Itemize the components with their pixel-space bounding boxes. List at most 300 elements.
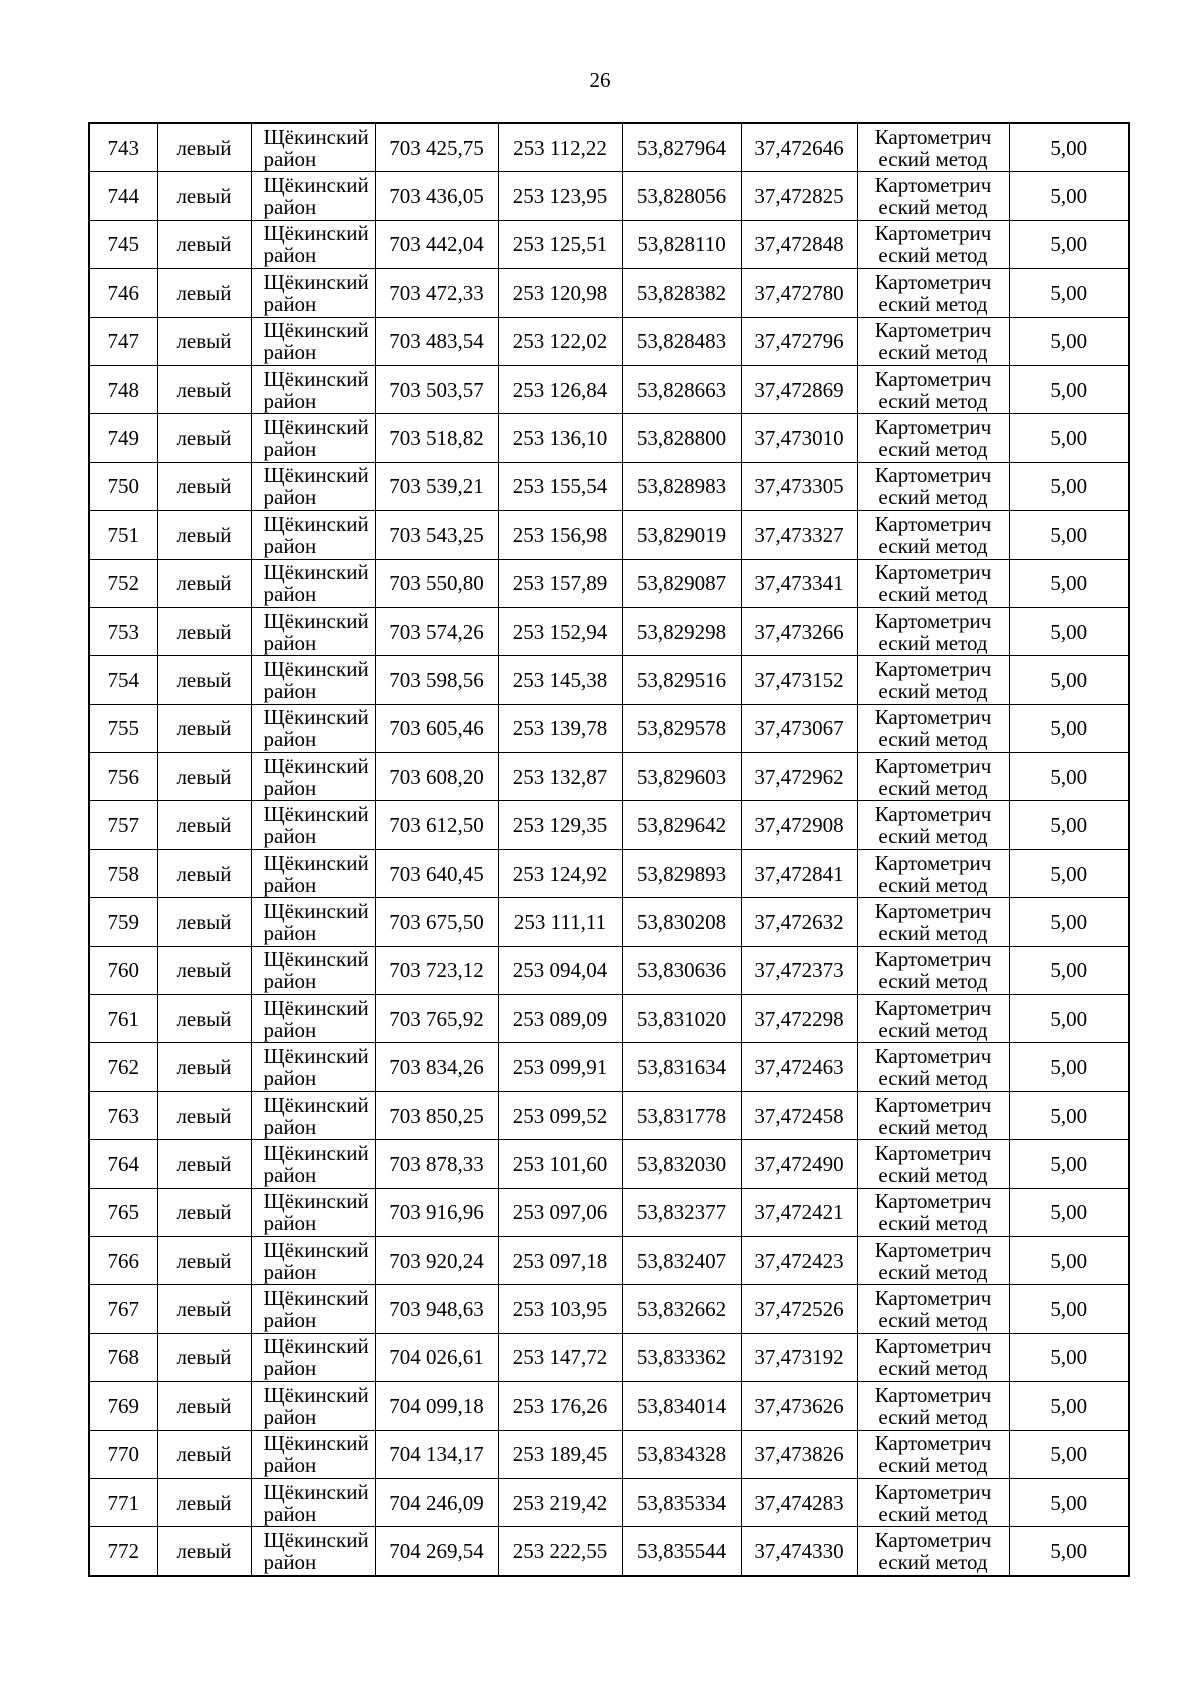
cell-point-number: 743 (89, 123, 157, 172)
cell-accuracy: 5,00 (1009, 1430, 1129, 1478)
cell-latitude: 53,829578 (622, 704, 741, 752)
cell-coord-x: 703 483,54 (375, 317, 498, 365)
cell-method: Картометрич еский метод (857, 704, 1009, 752)
cell-district: Щёкинский район (251, 607, 375, 655)
cell-method: Картометрич еский метод (857, 849, 1009, 897)
cell-district: Щёкинский район (251, 1091, 375, 1139)
cell-coord-y: 253 122,02 (498, 317, 622, 365)
cell-longitude: 37,472298 (741, 995, 857, 1043)
table-row (89, 1285, 1129, 1333)
cell-longitude: 37,473327 (741, 511, 857, 559)
cell-district: Щёкинский район (251, 220, 375, 268)
cell-longitude: 37,472632 (741, 898, 857, 946)
cell-district: Щёкинский район (251, 1043, 375, 1091)
cell-point-number: 748 (89, 365, 157, 413)
table-row (89, 511, 1129, 559)
cell-bank-side: левый (157, 801, 251, 849)
cell-method: Картометрич еский метод (857, 172, 1009, 220)
cell-latitude: 53,829642 (622, 801, 741, 849)
cell-district: Щёкинский район (251, 753, 375, 801)
cell-longitude: 37,472373 (741, 946, 857, 994)
cell-district: Щёкинский район (251, 704, 375, 752)
cell-method: Картометрич еский метод (857, 1478, 1009, 1526)
cell-method: Картометрич еский метод (857, 801, 1009, 849)
cell-coord-y: 253 147,72 (498, 1333, 622, 1381)
cell-accuracy: 5,00 (1009, 1140, 1129, 1188)
cell-longitude: 37,472526 (741, 1285, 857, 1333)
cell-longitude: 37,473010 (741, 414, 857, 462)
cell-bank-side: левый (157, 1478, 251, 1526)
cell-coord-y: 253 222,55 (498, 1527, 622, 1576)
cell-accuracy: 5,00 (1009, 656, 1129, 704)
cell-coord-y: 253 132,87 (498, 753, 622, 801)
cell-coord-y: 253 094,04 (498, 946, 622, 994)
cell-coord-y: 253 120,98 (498, 269, 622, 317)
cell-point-number: 757 (89, 801, 157, 849)
cell-accuracy: 5,00 (1009, 607, 1129, 655)
cell-accuracy: 5,00 (1009, 317, 1129, 365)
table-row (89, 995, 1129, 1043)
cell-bank-side: левый (157, 172, 251, 220)
cell-accuracy: 5,00 (1009, 753, 1129, 801)
table-row (89, 898, 1129, 946)
cell-coord-x: 703 675,50 (375, 898, 498, 946)
cell-coord-x: 703 608,20 (375, 753, 498, 801)
table-row (89, 1043, 1129, 1091)
cell-coord-x: 703 574,26 (375, 607, 498, 655)
cell-coord-x: 704 099,18 (375, 1382, 498, 1430)
table-row (89, 365, 1129, 413)
coordinates-table (88, 122, 1130, 1577)
cell-latitude: 53,833362 (622, 1333, 741, 1381)
cell-bank-side: левый (157, 946, 251, 994)
cell-point-number: 758 (89, 849, 157, 897)
cell-longitude: 37,472962 (741, 753, 857, 801)
cell-district: Щёкинский район (251, 462, 375, 510)
cell-point-number: 762 (89, 1043, 157, 1091)
table-row (89, 1236, 1129, 1284)
cell-accuracy: 5,00 (1009, 946, 1129, 994)
table-row (89, 1188, 1129, 1236)
cell-accuracy: 5,00 (1009, 462, 1129, 510)
cell-point-number: 771 (89, 1478, 157, 1526)
cell-coord-y: 253 112,22 (498, 123, 622, 172)
cell-coord-y: 253 156,98 (498, 511, 622, 559)
cell-point-number: 768 (89, 1333, 157, 1381)
cell-district: Щёкинский район (251, 1333, 375, 1381)
cell-bank-side: левый (157, 1527, 251, 1576)
cell-latitude: 53,831020 (622, 995, 741, 1043)
cell-point-number: 754 (89, 656, 157, 704)
table-row (89, 801, 1129, 849)
cell-bank-side: левый (157, 1333, 251, 1381)
cell-method: Картометрич еский метод (857, 414, 1009, 462)
table-row (89, 1333, 1129, 1381)
cell-bank-side: левый (157, 462, 251, 510)
cell-point-number: 753 (89, 607, 157, 655)
cell-district: Щёкинский район (251, 1430, 375, 1478)
cell-accuracy: 5,00 (1009, 220, 1129, 268)
cell-coord-x: 703 425,75 (375, 123, 498, 172)
cell-district: Щёкинский район (251, 1478, 375, 1526)
cell-bank-side: левый (157, 753, 251, 801)
cell-longitude: 37,472841 (741, 849, 857, 897)
table-row (89, 269, 1129, 317)
cell-point-number: 750 (89, 462, 157, 510)
cell-coord-y: 253 099,91 (498, 1043, 622, 1091)
cell-coord-x: 703 518,82 (375, 414, 498, 462)
cell-accuracy: 5,00 (1009, 511, 1129, 559)
cell-longitude: 37,473341 (741, 559, 857, 607)
cell-coord-y: 253 136,10 (498, 414, 622, 462)
cell-point-number: 751 (89, 511, 157, 559)
cell-point-number: 761 (89, 995, 157, 1043)
table-row (89, 1430, 1129, 1478)
table-row (89, 1140, 1129, 1188)
cell-bank-side: левый (157, 123, 251, 172)
cell-longitude: 37,472423 (741, 1236, 857, 1284)
cell-point-number: 744 (89, 172, 157, 220)
cell-accuracy: 5,00 (1009, 1527, 1129, 1576)
table-row (89, 462, 1129, 510)
cell-coord-y: 253 126,84 (498, 365, 622, 413)
cell-accuracy: 5,00 (1009, 1478, 1129, 1526)
cell-coord-y: 253 123,95 (498, 172, 622, 220)
cell-accuracy: 5,00 (1009, 1333, 1129, 1381)
cell-point-number: 745 (89, 220, 157, 268)
cell-accuracy: 5,00 (1009, 172, 1129, 220)
cell-latitude: 53,828483 (622, 317, 741, 365)
cell-coord-x: 703 948,63 (375, 1285, 498, 1333)
cell-coord-y: 253 097,06 (498, 1188, 622, 1236)
cell-coord-y: 253 124,92 (498, 849, 622, 897)
cell-method: Картометрич еский метод (857, 1285, 1009, 1333)
cell-method: Картометрич еский метод (857, 1140, 1009, 1188)
cell-accuracy: 5,00 (1009, 1091, 1129, 1139)
cell-accuracy: 5,00 (1009, 123, 1129, 172)
cell-coord-x: 703 605,46 (375, 704, 498, 752)
cell-point-number: 769 (89, 1382, 157, 1430)
cell-coord-x: 704 026,61 (375, 1333, 498, 1381)
cell-method: Картометрич еский метод (857, 317, 1009, 365)
cell-bank-side: левый (157, 1285, 251, 1333)
cell-latitude: 53,828800 (622, 414, 741, 462)
cell-coord-y: 253 145,38 (498, 656, 622, 704)
cell-method: Картометрич еский метод (857, 559, 1009, 607)
cell-longitude: 37,473626 (741, 1382, 857, 1430)
cell-method: Картометрич еский метод (857, 1382, 1009, 1430)
cell-coord-y: 253 176,26 (498, 1382, 622, 1430)
table-row (89, 1091, 1129, 1139)
cell-district: Щёкинский район (251, 414, 375, 462)
cell-coord-x: 703 916,96 (375, 1188, 498, 1236)
cell-district: Щёкинский район (251, 1188, 375, 1236)
cell-point-number: 749 (89, 414, 157, 462)
cell-coord-y: 253 157,89 (498, 559, 622, 607)
cell-latitude: 53,835544 (622, 1527, 741, 1576)
cell-coord-x: 703 543,25 (375, 511, 498, 559)
table-row (89, 414, 1129, 462)
cell-longitude: 37,472646 (741, 123, 857, 172)
cell-point-number: 763 (89, 1091, 157, 1139)
cell-point-number: 766 (89, 1236, 157, 1284)
cell-longitude: 37,472421 (741, 1188, 857, 1236)
cell-district: Щёкинский район (251, 269, 375, 317)
table-row (89, 1527, 1129, 1576)
cell-district: Щёкинский район (251, 123, 375, 172)
cell-accuracy: 5,00 (1009, 704, 1129, 752)
cell-coord-x: 704 134,17 (375, 1430, 498, 1478)
cell-latitude: 53,834328 (622, 1430, 741, 1478)
cell-method: Картометрич еский метод (857, 1527, 1009, 1576)
cell-district: Щёкинский район (251, 365, 375, 413)
cell-latitude: 53,832377 (622, 1188, 741, 1236)
cell-bank-side: левый (157, 220, 251, 268)
table-row (89, 172, 1129, 220)
cell-bank-side: левый (157, 414, 251, 462)
cell-bank-side: левый (157, 898, 251, 946)
cell-bank-side: левый (157, 1140, 251, 1188)
cell-method: Картометрич еский метод (857, 269, 1009, 317)
cell-coord-y: 253 129,35 (498, 801, 622, 849)
cell-latitude: 53,830208 (622, 898, 741, 946)
cell-longitude: 37,473067 (741, 704, 857, 752)
cell-accuracy: 5,00 (1009, 1188, 1129, 1236)
cell-bank-side: левый (157, 1430, 251, 1478)
cell-coord-x: 703 442,04 (375, 220, 498, 268)
cell-accuracy: 5,00 (1009, 898, 1129, 946)
cell-district: Щёкинский район (251, 1236, 375, 1284)
cell-accuracy: 5,00 (1009, 995, 1129, 1043)
cell-coord-x: 703 920,24 (375, 1236, 498, 1284)
table-row (89, 123, 1129, 172)
cell-latitude: 53,829603 (622, 753, 741, 801)
cell-point-number: 756 (89, 753, 157, 801)
cell-point-number: 772 (89, 1527, 157, 1576)
cell-longitude: 37,473826 (741, 1430, 857, 1478)
cell-coord-y: 253 101,60 (498, 1140, 622, 1188)
cell-accuracy: 5,00 (1009, 849, 1129, 897)
cell-method: Картометрич еский метод (857, 607, 1009, 655)
cell-coord-y: 253 219,42 (498, 1478, 622, 1526)
cell-district: Щёкинский район (251, 511, 375, 559)
cell-bank-side: левый (157, 1382, 251, 1430)
cell-longitude: 37,472796 (741, 317, 857, 365)
cell-method: Картометрич еский метод (857, 1043, 1009, 1091)
table-row (89, 317, 1129, 365)
cell-latitude: 53,829087 (622, 559, 741, 607)
cell-bank-side: левый (157, 849, 251, 897)
cell-method: Картометрич еский метод (857, 365, 1009, 413)
cell-latitude: 53,828056 (622, 172, 741, 220)
cell-bank-side: левый (157, 995, 251, 1043)
cell-coord-x: 703 436,05 (375, 172, 498, 220)
cell-longitude: 37,472825 (741, 172, 857, 220)
cell-latitude: 53,831634 (622, 1043, 741, 1091)
cell-point-number: 759 (89, 898, 157, 946)
cell-coord-x: 703 612,50 (375, 801, 498, 849)
cell-longitude: 37,473152 (741, 656, 857, 704)
cell-bank-side: левый (157, 704, 251, 752)
cell-longitude: 37,473266 (741, 607, 857, 655)
cell-district: Щёкинский район (251, 1140, 375, 1188)
cell-method: Картометрич еский метод (857, 511, 1009, 559)
cell-method: Картометрич еский метод (857, 946, 1009, 994)
cell-latitude: 53,828110 (622, 220, 741, 268)
cell-coord-y: 253 125,51 (498, 220, 622, 268)
cell-latitude: 53,828983 (622, 462, 741, 510)
table-row (89, 1478, 1129, 1526)
cell-district: Щёкинский район (251, 1382, 375, 1430)
cell-district: Щёкинский район (251, 1285, 375, 1333)
cell-district: Щёкинский район (251, 559, 375, 607)
cell-coord-y: 253 155,54 (498, 462, 622, 510)
cell-longitude: 37,472869 (741, 365, 857, 413)
cell-coord-x: 703 723,12 (375, 946, 498, 994)
cell-accuracy: 5,00 (1009, 1043, 1129, 1091)
cell-coord-y: 253 189,45 (498, 1430, 622, 1478)
cell-latitude: 53,835334 (622, 1478, 741, 1526)
cell-longitude: 37,472780 (741, 269, 857, 317)
table-row (89, 704, 1129, 752)
cell-method: Картометрич еский метод (857, 1091, 1009, 1139)
cell-point-number: 746 (89, 269, 157, 317)
cell-bank-side: левый (157, 511, 251, 559)
cell-method: Картометрич еский метод (857, 1188, 1009, 1236)
cell-latitude: 53,832662 (622, 1285, 741, 1333)
cell-district: Щёкинский район (251, 995, 375, 1043)
cell-latitude: 53,830636 (622, 946, 741, 994)
cell-coord-x: 703 503,57 (375, 365, 498, 413)
cell-point-number: 770 (89, 1430, 157, 1478)
cell-coord-x: 703 850,25 (375, 1091, 498, 1139)
cell-point-number: 752 (89, 559, 157, 607)
cell-district: Щёкинский район (251, 317, 375, 365)
cell-bank-side: левый (157, 1091, 251, 1139)
cell-bank-side: левый (157, 1188, 251, 1236)
cell-method: Картометрич еский метод (857, 1236, 1009, 1284)
cell-bank-side: левый (157, 269, 251, 317)
cell-district: Щёкинский район (251, 1527, 375, 1576)
cell-coord-x: 703 640,45 (375, 849, 498, 897)
cell-point-number: 755 (89, 704, 157, 752)
cell-latitude: 53,829298 (622, 607, 741, 655)
cell-coord-y: 253 099,52 (498, 1091, 622, 1139)
cell-method: Картометрич еский метод (857, 1333, 1009, 1381)
cell-accuracy: 5,00 (1009, 559, 1129, 607)
cell-latitude: 53,829019 (622, 511, 741, 559)
cell-coord-y: 253 152,94 (498, 607, 622, 655)
cell-latitude: 53,828663 (622, 365, 741, 413)
cell-coord-x: 703 539,21 (375, 462, 498, 510)
cell-method: Картометрич еский метод (857, 462, 1009, 510)
cell-method: Картометрич еский метод (857, 898, 1009, 946)
table-row (89, 946, 1129, 994)
cell-point-number: 765 (89, 1188, 157, 1236)
cell-bank-side: левый (157, 1236, 251, 1284)
cell-longitude: 37,472848 (741, 220, 857, 268)
cell-accuracy: 5,00 (1009, 801, 1129, 849)
cell-longitude: 37,474283 (741, 1478, 857, 1526)
cell-district: Щёкинский район (251, 898, 375, 946)
cell-district: Щёкинский район (251, 849, 375, 897)
cell-district: Щёкинский район (251, 172, 375, 220)
table-row (89, 1382, 1129, 1430)
cell-latitude: 53,828382 (622, 269, 741, 317)
table-row (89, 753, 1129, 801)
cell-method: Картометрич еский метод (857, 995, 1009, 1043)
cell-district: Щёкинский район (251, 801, 375, 849)
cell-latitude: 53,834014 (622, 1382, 741, 1430)
cell-longitude: 37,473192 (741, 1333, 857, 1381)
cell-bank-side: левый (157, 317, 251, 365)
table-row (89, 559, 1129, 607)
cell-longitude: 37,472908 (741, 801, 857, 849)
cell-longitude: 37,474330 (741, 1527, 857, 1576)
cell-longitude: 37,472458 (741, 1091, 857, 1139)
cell-method: Картометрич еский метод (857, 1430, 1009, 1478)
cell-coord-x: 704 246,09 (375, 1478, 498, 1526)
cell-latitude: 53,832030 (622, 1140, 741, 1188)
cell-point-number: 767 (89, 1285, 157, 1333)
cell-coord-y: 253 139,78 (498, 704, 622, 752)
cell-bank-side: левый (157, 656, 251, 704)
cell-method: Картометрич еский метод (857, 753, 1009, 801)
cell-accuracy: 5,00 (1009, 1285, 1129, 1333)
cell-coord-x: 703 765,92 (375, 995, 498, 1043)
cell-coord-x: 703 598,56 (375, 656, 498, 704)
cell-coord-y: 253 103,95 (498, 1285, 622, 1333)
cell-coord-x: 703 834,26 (375, 1043, 498, 1091)
table-row (89, 656, 1129, 704)
cell-accuracy: 5,00 (1009, 414, 1129, 462)
cell-accuracy: 5,00 (1009, 1236, 1129, 1284)
cell-latitude: 53,832407 (622, 1236, 741, 1284)
cell-coord-y: 253 097,18 (498, 1236, 622, 1284)
cell-latitude: 53,827964 (622, 123, 741, 172)
cell-method: Картометрич еский метод (857, 220, 1009, 268)
cell-coord-y: 253 089,09 (498, 995, 622, 1043)
cell-method: Картометрич еский метод (857, 656, 1009, 704)
cell-method: Картометрич еский метод (857, 123, 1009, 172)
table-body (89, 123, 1129, 1576)
cell-longitude: 37,473305 (741, 462, 857, 510)
cell-bank-side: левый (157, 559, 251, 607)
table-row (89, 607, 1129, 655)
cell-coord-x: 703 878,33 (375, 1140, 498, 1188)
table-row (89, 220, 1129, 268)
table-row (89, 849, 1129, 897)
page-number: 26 (589, 68, 611, 92)
cell-bank-side: левый (157, 365, 251, 413)
cell-coord-x: 703 472,33 (375, 269, 498, 317)
cell-longitude: 37,472490 (741, 1140, 857, 1188)
cell-point-number: 764 (89, 1140, 157, 1188)
cell-accuracy: 5,00 (1009, 365, 1129, 413)
cell-latitude: 53,829893 (622, 849, 741, 897)
cell-longitude: 37,472463 (741, 1043, 857, 1091)
cell-accuracy: 5,00 (1009, 269, 1129, 317)
cell-bank-side: левый (157, 1043, 251, 1091)
cell-coord-x: 703 550,80 (375, 559, 498, 607)
cell-point-number: 760 (89, 946, 157, 994)
cell-district: Щёкинский район (251, 656, 375, 704)
cell-latitude: 53,831778 (622, 1091, 741, 1139)
cell-accuracy: 5,00 (1009, 1382, 1129, 1430)
cell-coord-x: 704 269,54 (375, 1527, 498, 1576)
cell-latitude: 53,829516 (622, 656, 741, 704)
cell-district: Щёкинский район (251, 946, 375, 994)
